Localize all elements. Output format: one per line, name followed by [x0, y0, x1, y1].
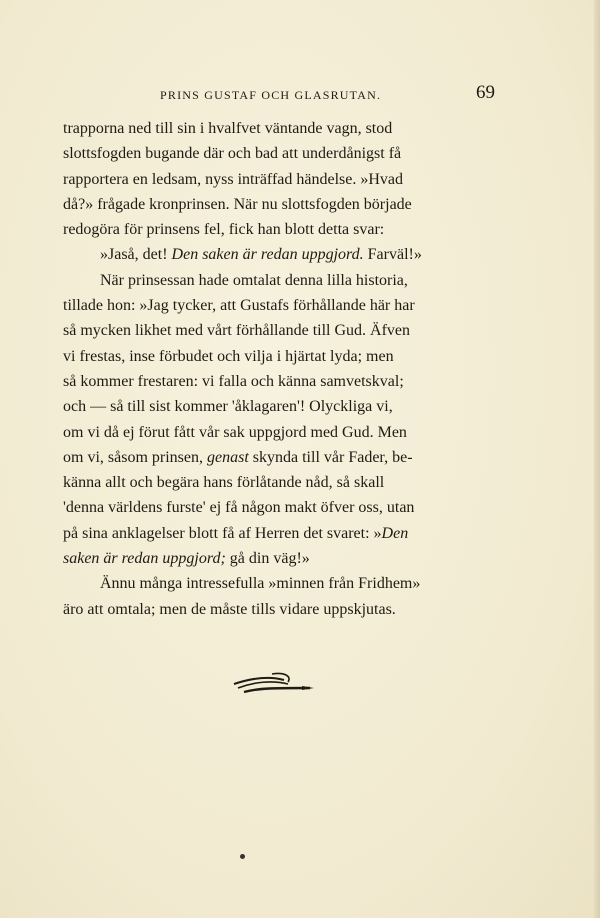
text-line: då?» frågade kronprinsen. När nu slottsfogden började	[63, 195, 412, 213]
text-line: känna allt och begära hans förlåtande nåd, så skall	[63, 474, 385, 492]
text-line: vi frestas, inse förbudet och vilja i hjärtat lyda; men	[63, 347, 394, 365]
page-edge	[594, 0, 600, 918]
page-number: 69	[476, 82, 495, 103]
text-line: och — så till sist kommer 'åklagaren'! Olyckliga vi,	[63, 398, 393, 416]
text-line: saken är redan uppgjord; gå din väg!»	[63, 546, 507, 571]
body-text	[63, 116, 507, 622]
text-line: äro att omtala; men de måste tills vidare uppskjutas.	[63, 600, 396, 618]
text-line: så kommer frestaren: vi falla och känna samvetskval;	[63, 372, 404, 390]
italic-quote: Den	[381, 524, 409, 542]
italic-word: genast	[207, 448, 249, 466]
text-line: 'denna världens furste' ej få någon makt öfver oss, utan	[63, 499, 415, 517]
text-line: trapporna ned till sin i hvalfvet väntande vagn, stod	[63, 120, 393, 137]
text-line: rapportera en ledsam, nyss inträffad händelse. »Hvad	[63, 170, 404, 188]
text-line: »Jaså, det! Den saken är redan uppgjord. Farväl!»	[63, 242, 507, 267]
arrow-flourish-icon	[232, 668, 316, 700]
text-line: Ännu många intressefulla »minnen från Fridhem»	[100, 575, 421, 593]
text-line: om vi då ej förut fått vår sak uppgjord med Gud. Men	[63, 423, 407, 441]
text-line: När prinsessan hade omtalat denna lilla historia,	[100, 271, 408, 289]
text-line: tillade hon: »Jag tycker, att Gustafs förhållande här har	[63, 297, 415, 315]
text-line: redogöra för prinsens fel, fick han blott detta svar:	[63, 221, 385, 239]
italic-quote: Den saken är redan uppgjord.	[171, 246, 364, 264]
italic-quote: saken är redan uppgjord;	[63, 550, 226, 568]
ink-speck	[240, 854, 245, 859]
text-line: så mycken likhet med vårt förhållande till Gud. Äfven	[63, 322, 411, 340]
running-title: PRINS GUSTAF OCH GLASRUTAN.	[160, 88, 382, 102]
text-line: om vi, såsom prinsen, genast skynda till vår Fader, be-	[63, 445, 507, 470]
text-line: slottsfogden bugande där och bad att underdånigst få	[63, 145, 402, 163]
text-line: på sina anklagelser blott få af Herren det svaret: » Den	[63, 521, 507, 546]
